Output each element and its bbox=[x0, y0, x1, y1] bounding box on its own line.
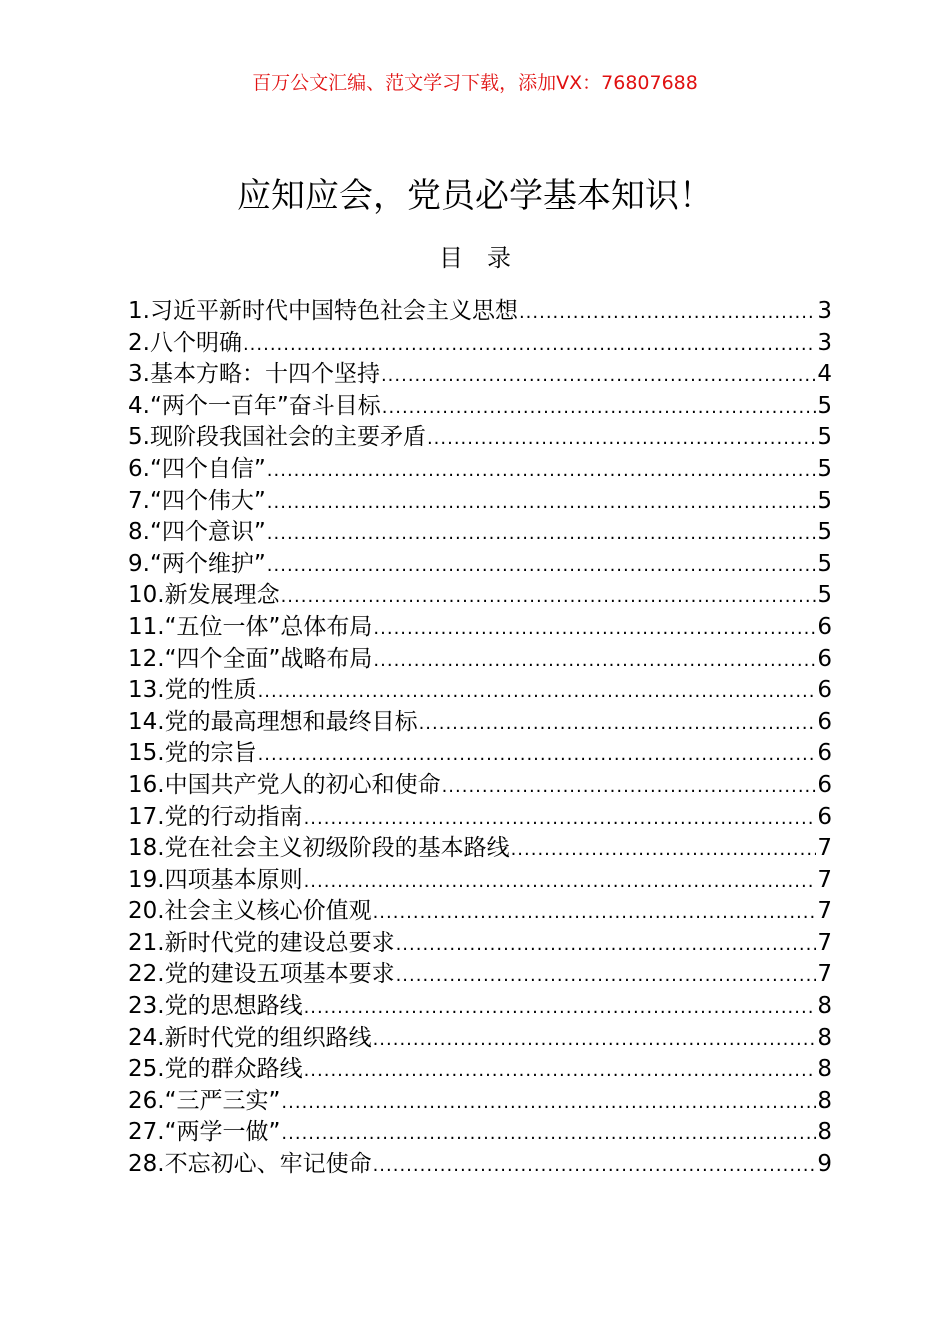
toc-entry-label: 20.社会主义核心价值观 bbox=[128, 898, 372, 925]
toc-entry[interactable] bbox=[128, 517, 832, 549]
toc-entry-label: 9.“两个维护” bbox=[128, 550, 266, 577]
toc-page-number: 6 bbox=[817, 803, 832, 830]
toc-page-number: 8 bbox=[817, 1024, 832, 1051]
toc-entry-label: 21.新时代党的建设总要求 bbox=[128, 929, 395, 956]
toc-page-number: 8 bbox=[817, 1119, 832, 1146]
toc-entry[interactable] bbox=[128, 991, 832, 1023]
toc-entry-label: 15.党的宗旨 bbox=[128, 740, 257, 767]
toc-entry-label: 2.八个明确 bbox=[128, 329, 242, 356]
toc-entry-label: 18.党在社会主义初级阶段的基本路线 bbox=[128, 835, 510, 862]
toc-leader-dots bbox=[382, 392, 817, 423]
toc-entry-label: 24.新时代党的组织路线 bbox=[128, 1024, 372, 1051]
toc-entry[interactable] bbox=[128, 928, 832, 960]
toc-entry-label: 25.党的群众路线 bbox=[128, 1056, 303, 1083]
toc-entry[interactable] bbox=[128, 454, 832, 486]
toc-page-number: 7 bbox=[817, 866, 832, 893]
toc-page-number: 7 bbox=[817, 961, 832, 988]
toc-entry-label: 28.不忘初心、牢记使命 bbox=[128, 1151, 372, 1178]
toc-page-number: 5 bbox=[817, 487, 832, 514]
toc-page-number: 5 bbox=[817, 424, 832, 451]
toc-entry[interactable] bbox=[128, 802, 832, 834]
toc-entry-label: 12.“四个全面”战略布局 bbox=[128, 645, 373, 672]
toc-leader-dots bbox=[304, 866, 817, 897]
toc-leader-dots bbox=[373, 897, 817, 928]
toc-page-number: 6 bbox=[817, 613, 832, 640]
toc-entry[interactable] bbox=[128, 328, 832, 360]
toc-entry[interactable] bbox=[128, 707, 832, 739]
toc-leader-dots bbox=[373, 1024, 817, 1055]
toc-entry-label: 1.习近平新时代中国特色社会主义思想 bbox=[128, 298, 518, 324]
toc-entry[interactable] bbox=[128, 1117, 832, 1149]
toc-entry-label: 10.新发展理念 bbox=[128, 582, 280, 609]
toc-page-number: 6 bbox=[817, 771, 832, 798]
toc-entry[interactable] bbox=[128, 675, 832, 707]
toc-leader-dots bbox=[419, 708, 817, 739]
toc-page-number: 3 bbox=[817, 298, 832, 324]
toc-entry-label: 11.“五位一体”总体布局 bbox=[128, 613, 373, 640]
toc-page-number: 6 bbox=[817, 740, 832, 767]
toc-page-number: 6 bbox=[817, 708, 832, 735]
toc-entry-label: 16.中国共产党人的初心和使命 bbox=[128, 771, 441, 798]
toc-page-number: 7 bbox=[817, 898, 832, 925]
toc-leader-dots bbox=[381, 360, 816, 391]
toc-entry-label: 7.“四个伟大” bbox=[128, 487, 266, 514]
toc-entry[interactable] bbox=[128, 865, 832, 897]
toc-page-number: 6 bbox=[817, 645, 832, 672]
toc-entry[interactable] bbox=[128, 391, 832, 423]
toc-entry[interactable] bbox=[128, 738, 832, 770]
toc-leader-dots bbox=[373, 1150, 817, 1181]
toc-entry-label: 8.“四个意识” bbox=[128, 519, 266, 546]
toc-entry-label: 19.四项基本原则 bbox=[128, 866, 303, 893]
toc-page-number: 4 bbox=[817, 361, 832, 388]
toc-page-number: 5 bbox=[817, 519, 832, 546]
toc-leader-dots bbox=[511, 834, 817, 865]
toc-heading: 目录 bbox=[439, 244, 535, 272]
toc-leader-dots bbox=[519, 297, 816, 328]
toc-page-number: 9 bbox=[817, 1151, 832, 1178]
toc-page-number: 3 bbox=[817, 329, 832, 356]
toc-page-number: 8 bbox=[817, 993, 832, 1020]
toc-leader-dots bbox=[267, 518, 817, 549]
toc-entry[interactable] bbox=[128, 549, 832, 581]
toc-entry[interactable] bbox=[128, 644, 832, 676]
toc-entry-label: 4.“两个一百年”奋斗目标 bbox=[128, 392, 381, 419]
toc-entry[interactable] bbox=[128, 612, 832, 644]
toc-leader-dots bbox=[396, 960, 817, 991]
toc-entry-label: 23.党的思想路线 bbox=[128, 993, 303, 1020]
toc-entry-label: 22.党的建设五项基本要求 bbox=[128, 961, 395, 988]
toc-entry[interactable] bbox=[128, 296, 832, 328]
toc-entry-label: 6.“四个自信” bbox=[128, 455, 266, 482]
toc-entry[interactable] bbox=[128, 1054, 832, 1086]
toc-entry[interactable] bbox=[128, 770, 832, 802]
document-title: 应知应会，党员必学基本知识！ bbox=[237, 176, 713, 216]
toc-leader-dots bbox=[243, 329, 816, 360]
toc-leader-dots bbox=[267, 550, 817, 581]
toc-leader-dots bbox=[442, 771, 817, 802]
toc-entry[interactable] bbox=[128, 1149, 832, 1181]
toc-entry-label: 3.基本方略：十四个坚持 bbox=[128, 361, 380, 388]
toc-leader-dots bbox=[304, 803, 817, 834]
toc-entry[interactable] bbox=[128, 1086, 832, 1118]
toc-page-number: 8 bbox=[817, 1087, 832, 1114]
toc-leader-dots bbox=[304, 1055, 817, 1086]
toc-entry-label: 26.“三严三实” bbox=[128, 1087, 281, 1114]
toc-leader-dots bbox=[258, 676, 817, 707]
toc-page-number: 5 bbox=[817, 392, 832, 419]
toc-entry[interactable] bbox=[128, 422, 832, 454]
toc-page-number: 5 bbox=[817, 582, 832, 609]
toc-leader-dots bbox=[427, 423, 816, 454]
toc-entry[interactable] bbox=[128, 359, 832, 391]
toc-leader-dots bbox=[281, 1087, 816, 1118]
toc-entry[interactable] bbox=[128, 1023, 832, 1055]
toc-entry[interactable] bbox=[128, 959, 832, 991]
toc-page-number: 8 bbox=[817, 1056, 832, 1083]
toc-page-number: 5 bbox=[817, 550, 832, 577]
toc-page-number: 5 bbox=[817, 455, 832, 482]
toc-entry[interactable] bbox=[128, 896, 832, 928]
toc-entry[interactable] bbox=[128, 580, 832, 612]
toc-leader-dots bbox=[373, 645, 816, 676]
toc-leader-dots bbox=[373, 613, 816, 644]
toc-entry[interactable] bbox=[128, 486, 832, 518]
toc-entry-label: 5.现阶段我国社会的主要矛盾 bbox=[128, 424, 426, 451]
toc-page-number: 7 bbox=[817, 835, 832, 862]
toc-entry-label: 17.党的行动指南 bbox=[128, 803, 303, 830]
toc-entry-label: 13.党的性质 bbox=[128, 677, 257, 704]
watermark-header: 百万公文汇编、范文学习下载，添加VX：76807688 bbox=[252, 72, 698, 94]
toc-page-number: 6 bbox=[817, 677, 832, 704]
toc-leader-dots bbox=[267, 487, 817, 518]
toc-page-number: 7 bbox=[817, 929, 832, 956]
toc-leader-dots bbox=[396, 929, 817, 960]
toc-leader-dots bbox=[258, 739, 817, 770]
toc-leader-dots bbox=[304, 992, 817, 1023]
toc-entry[interactable] bbox=[128, 833, 832, 865]
toc-entry-label: 27.“两学一做” bbox=[128, 1119, 281, 1146]
toc-leader-dots bbox=[267, 455, 817, 486]
table-of-contents bbox=[128, 296, 832, 1181]
toc-entry-label: 14.党的最高理想和最终目标 bbox=[128, 708, 418, 735]
toc-leader-dots bbox=[281, 1118, 816, 1149]
toc-leader-dots bbox=[281, 581, 817, 612]
